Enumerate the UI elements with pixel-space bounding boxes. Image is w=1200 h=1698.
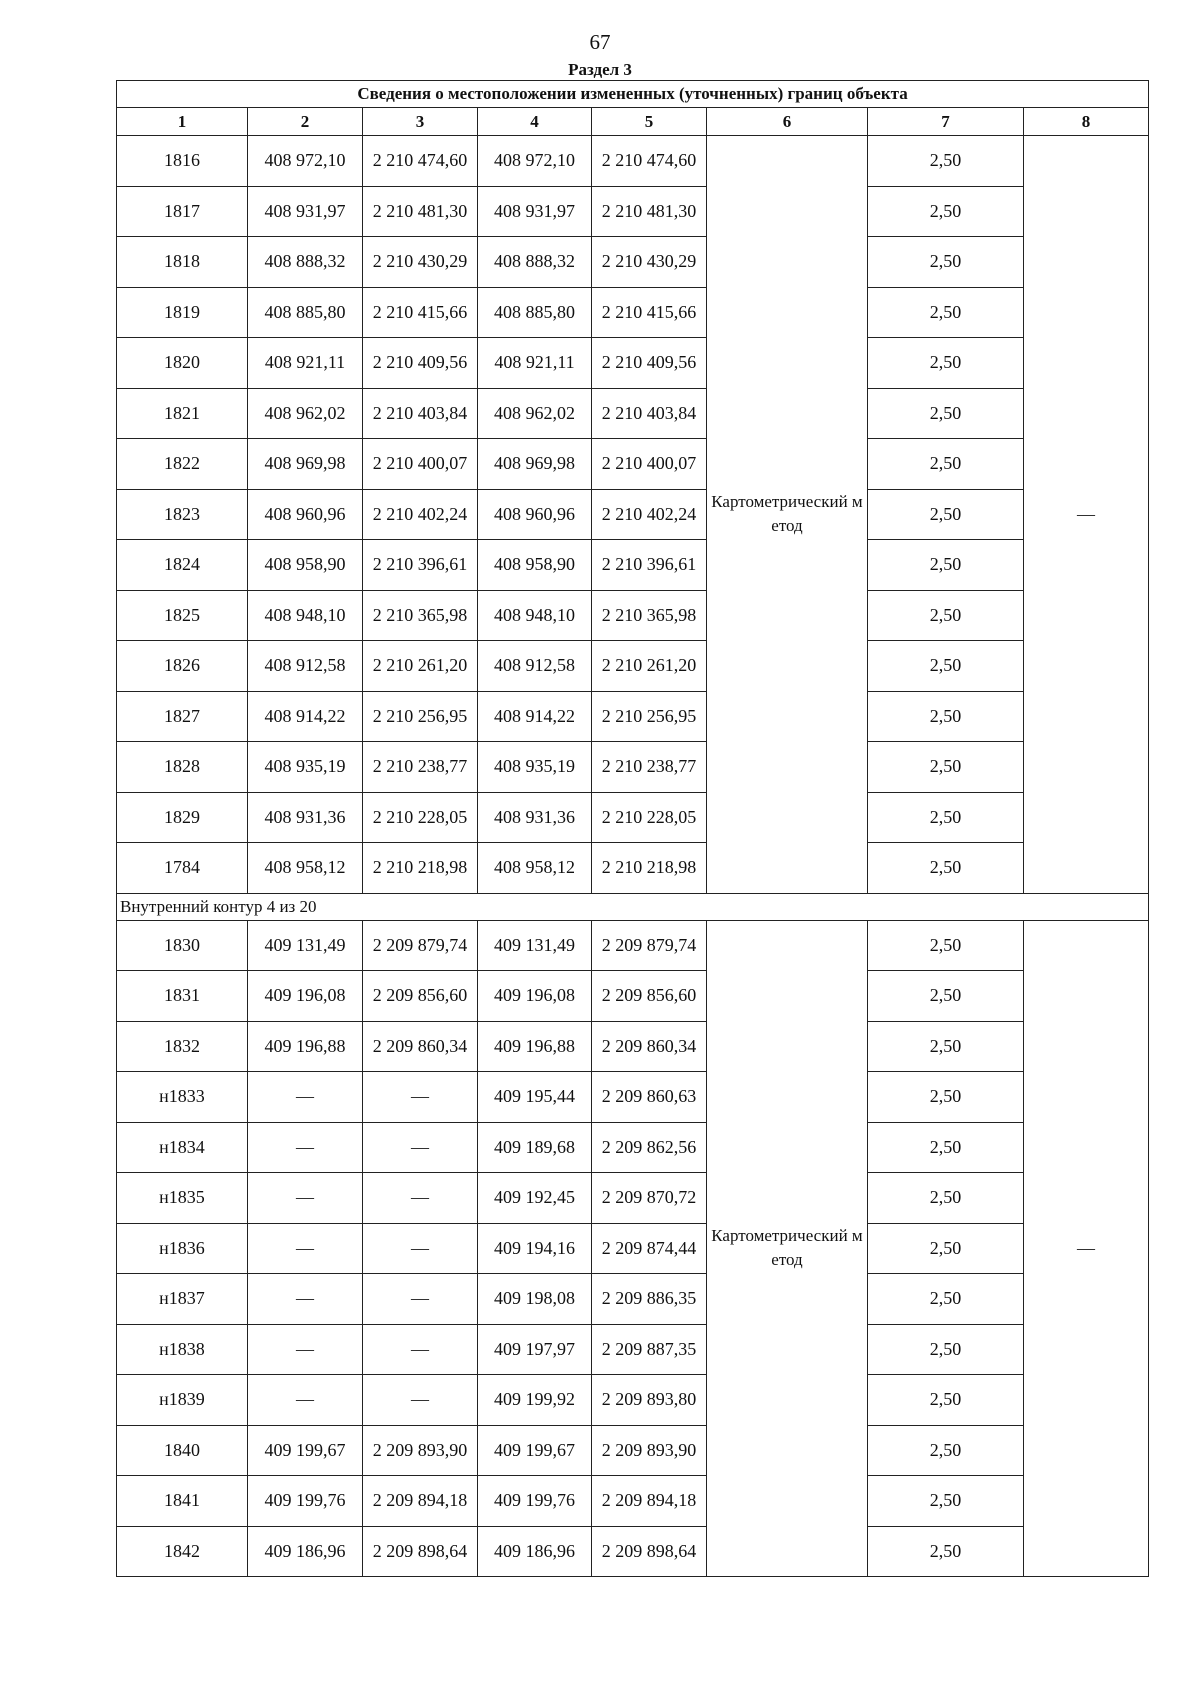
y-new: 2 210 415,66: [592, 287, 707, 338]
y-existing: 2 210 415,66: [363, 287, 478, 338]
table-row: [117, 920, 1149, 971]
y-existing: 2 210 402,24: [363, 489, 478, 540]
accuracy-value: 2,50: [868, 1476, 1024, 1527]
x-new: 408 921,11: [478, 338, 592, 389]
y-new: 2 209 893,90: [592, 1425, 707, 1476]
y-new: 2 210 474,60: [592, 136, 707, 187]
x-new: 408 969,98: [478, 439, 592, 490]
x-existing: 409 186,96: [248, 1526, 363, 1577]
x-new: 408 914,22: [478, 691, 592, 742]
point-id: 1840: [117, 1425, 248, 1476]
table-row: [117, 843, 1149, 894]
x-new: 408 948,10: [478, 590, 592, 641]
point-id: 1832: [117, 1021, 248, 1072]
x-new: 409 198,08: [478, 1274, 592, 1325]
table-row: [117, 489, 1149, 540]
x-existing: 408 912,58: [248, 641, 363, 692]
y-new: 2 209 879,74: [592, 920, 707, 971]
y-existing: 2 209 879,74: [363, 920, 478, 971]
accuracy-value: 2,50: [868, 489, 1024, 540]
accuracy-value: 2,50: [868, 338, 1024, 389]
accuracy-value: 2,50: [868, 388, 1024, 439]
point-id: н1839: [117, 1375, 248, 1426]
y-new: 2 209 886,35: [592, 1274, 707, 1325]
x-existing: 408 958,12: [248, 843, 363, 894]
accuracy-value: 2,50: [868, 792, 1024, 843]
accuracy-value: 2,50: [868, 287, 1024, 338]
accuracy-value: 2,50: [868, 590, 1024, 641]
point-id: 1825: [117, 590, 248, 641]
x-new: 408 931,97: [478, 186, 592, 237]
accuracy-value: 2,50: [868, 1173, 1024, 1224]
table-body: [117, 136, 1149, 1577]
point-id: 1828: [117, 742, 248, 793]
accuracy-value: 2,50: [868, 1122, 1024, 1173]
x-new: 409 199,76: [478, 1476, 592, 1527]
y-existing: —: [363, 1375, 478, 1426]
x-existing: 408 914,22: [248, 691, 363, 742]
y-existing: —: [363, 1274, 478, 1325]
point-id: н1833: [117, 1072, 248, 1123]
x-new: 409 194,16: [478, 1223, 592, 1274]
point-id: 1830: [117, 920, 248, 971]
table-row: [117, 1375, 1149, 1426]
contour-label: Внутренний контур 4 из 20: [117, 893, 1149, 920]
x-existing: 408 960,96: [248, 489, 363, 540]
accuracy-value: 2,50: [868, 540, 1024, 591]
y-existing: 2 210 228,05: [363, 792, 478, 843]
accuracy-value: 2,50: [868, 1274, 1024, 1325]
x-existing: 409 196,08: [248, 971, 363, 1022]
x-new: 408 935,19: [478, 742, 592, 793]
column-number: 2: [248, 108, 363, 136]
point-id: н1836: [117, 1223, 248, 1274]
point-id: 1822: [117, 439, 248, 490]
point-id: 1826: [117, 641, 248, 692]
accuracy-value: 2,50: [868, 136, 1024, 187]
y-new: 2 210 228,05: [592, 792, 707, 843]
y-existing: 2 209 860,34: [363, 1021, 478, 1072]
x-existing: 408 921,11: [248, 338, 363, 389]
point-id: 1827: [117, 691, 248, 742]
table-row: [117, 792, 1149, 843]
y-existing: —: [363, 1072, 478, 1123]
x-new: 409 197,97: [478, 1324, 592, 1375]
point-id: 1823: [117, 489, 248, 540]
accuracy-value: 2,50: [868, 1072, 1024, 1123]
y-new: 2 210 409,56: [592, 338, 707, 389]
y-new: 2 210 261,20: [592, 641, 707, 692]
column-8-cell: —: [1024, 136, 1149, 894]
x-new: 408 958,12: [478, 843, 592, 894]
y-new: 2 210 402,24: [592, 489, 707, 540]
y-existing: 2 209 894,18: [363, 1476, 478, 1527]
accuracy-value: 2,50: [868, 971, 1024, 1022]
table-row: [117, 1223, 1149, 1274]
page-number: 67: [589, 30, 611, 54]
table-row: [117, 388, 1149, 439]
table-caption: Сведения о местоположении измененных (уточненных) границ объекта: [117, 81, 1149, 108]
table-row: [117, 1173, 1149, 1224]
table-row: [117, 691, 1149, 742]
x-new: 409 195,44: [478, 1072, 592, 1123]
point-id: 1841: [117, 1476, 248, 1527]
accuracy-value: 2,50: [868, 742, 1024, 793]
point-id: н1834: [117, 1122, 248, 1173]
accuracy-value: 2,50: [868, 1375, 1024, 1426]
x-new: 408 972,10: [478, 136, 592, 187]
table-row: [117, 1526, 1149, 1577]
table-row: [117, 439, 1149, 490]
y-existing: 2 209 893,90: [363, 1425, 478, 1476]
x-existing: 408 935,19: [248, 742, 363, 793]
coordinates-table: [116, 80, 1149, 1577]
x-new: 408 885,80: [478, 287, 592, 338]
x-new: 409 186,96: [478, 1526, 592, 1577]
point-id: н1837: [117, 1274, 248, 1325]
y-existing: —: [363, 1223, 478, 1274]
y-new: 2 209 893,80: [592, 1375, 707, 1426]
y-existing: —: [363, 1173, 478, 1224]
x-new: 409 196,08: [478, 971, 592, 1022]
column-number-row: [117, 108, 1149, 136]
x-existing: —: [248, 1122, 363, 1173]
table-row: [117, 1324, 1149, 1375]
accuracy-value: 2,50: [868, 1223, 1024, 1274]
method-cell: Картометрический метод: [707, 136, 868, 894]
x-new: 408 931,36: [478, 792, 592, 843]
point-id: н1838: [117, 1324, 248, 1375]
point-id: 1817: [117, 186, 248, 237]
y-new: 2 209 894,18: [592, 1476, 707, 1527]
point-id: 1824: [117, 540, 248, 591]
x-existing: 408 888,32: [248, 237, 363, 288]
table-row: [117, 742, 1149, 793]
accuracy-value: 2,50: [868, 237, 1024, 288]
point-id: 1831: [117, 971, 248, 1022]
x-new: 409 199,67: [478, 1425, 592, 1476]
y-existing: 2 210 218,98: [363, 843, 478, 894]
y-existing: 2 210 396,61: [363, 540, 478, 591]
point-id: 1820: [117, 338, 248, 389]
column-number: 4: [478, 108, 592, 136]
x-new: 409 131,49: [478, 920, 592, 971]
y-existing: 2 210 403,84: [363, 388, 478, 439]
y-existing: —: [363, 1324, 478, 1375]
accuracy-value: 2,50: [868, 1526, 1024, 1577]
x-existing: 408 962,02: [248, 388, 363, 439]
x-new: 409 189,68: [478, 1122, 592, 1173]
y-new: 2 209 870,72: [592, 1173, 707, 1224]
x-existing: 408 969,98: [248, 439, 363, 490]
y-new: 2 210 430,29: [592, 237, 707, 288]
y-existing: 2 210 430,29: [363, 237, 478, 288]
accuracy-value: 2,50: [868, 186, 1024, 237]
column-number: 3: [363, 108, 478, 136]
table-row: [117, 136, 1149, 187]
y-existing: 2 210 256,95: [363, 691, 478, 742]
point-id: 1821: [117, 388, 248, 439]
point-id: 1842: [117, 1526, 248, 1577]
x-existing: 408 931,36: [248, 792, 363, 843]
method-cell: Картометрический метод: [707, 920, 868, 1577]
point-id: 1816: [117, 136, 248, 187]
x-existing: 408 885,80: [248, 287, 363, 338]
x-existing: 408 958,90: [248, 540, 363, 591]
table-row: [117, 590, 1149, 641]
point-id: н1835: [117, 1173, 248, 1224]
y-existing: 2 209 898,64: [363, 1526, 478, 1577]
column-number: 6: [707, 108, 868, 136]
table-row: [117, 1476, 1149, 1527]
point-id: 1829: [117, 792, 248, 843]
y-new: 2 209 887,35: [592, 1324, 707, 1375]
accuracy-value: 2,50: [868, 1324, 1024, 1375]
x-new: 408 888,32: [478, 237, 592, 288]
accuracy-value: 2,50: [868, 843, 1024, 894]
point-id: 1784: [117, 843, 248, 894]
x-new: 408 960,96: [478, 489, 592, 540]
y-existing: 2 210 365,98: [363, 590, 478, 641]
y-new: 2 210 365,98: [592, 590, 707, 641]
table-row: [117, 1274, 1149, 1325]
y-new: 2 209 862,56: [592, 1122, 707, 1173]
y-new: 2 210 481,30: [592, 186, 707, 237]
x-existing: 408 948,10: [248, 590, 363, 641]
x-existing: 409 199,76: [248, 1476, 363, 1527]
y-new: 2 209 856,60: [592, 971, 707, 1022]
table-row: [117, 1425, 1149, 1476]
table-row: [117, 1072, 1149, 1123]
y-new: 2 210 256,95: [592, 691, 707, 742]
y-existing: —: [363, 1122, 478, 1173]
x-new: 409 192,45: [478, 1173, 592, 1224]
x-new: 408 958,90: [478, 540, 592, 591]
column-number: 1: [117, 108, 248, 136]
x-existing: —: [248, 1173, 363, 1224]
column-number: 5: [592, 108, 707, 136]
table-row: [117, 540, 1149, 591]
y-new: 2 210 403,84: [592, 388, 707, 439]
x-new: 408 962,02: [478, 388, 592, 439]
x-existing: —: [248, 1223, 363, 1274]
y-new: 2 209 860,34: [592, 1021, 707, 1072]
x-existing: 409 131,49: [248, 920, 363, 971]
y-existing: 2 210 400,07: [363, 439, 478, 490]
x-new: 409 196,88: [478, 1021, 592, 1072]
column-number: 8: [1024, 108, 1149, 136]
x-existing: —: [248, 1375, 363, 1426]
table-row: [117, 1122, 1149, 1173]
y-new: 2 210 396,61: [592, 540, 707, 591]
x-existing: 409 199,67: [248, 1425, 363, 1476]
x-existing: 409 196,88: [248, 1021, 363, 1072]
table-row: [117, 971, 1149, 1022]
table-caption-row: [117, 81, 1149, 108]
y-existing: 2 210 474,60: [363, 136, 478, 187]
x-existing: 408 931,97: [248, 186, 363, 237]
section-title: Раздел 3: [568, 60, 632, 79]
table-row: [117, 186, 1149, 237]
accuracy-value: 2,50: [868, 641, 1024, 692]
table-row: [117, 237, 1149, 288]
table-row: [117, 641, 1149, 692]
x-existing: —: [248, 1324, 363, 1375]
x-new: 409 199,92: [478, 1375, 592, 1426]
y-new: 2 210 218,98: [592, 843, 707, 894]
accuracy-value: 2,50: [868, 691, 1024, 742]
y-new: 2 209 860,63: [592, 1072, 707, 1123]
accuracy-value: 2,50: [868, 920, 1024, 971]
y-existing: 2 209 856,60: [363, 971, 478, 1022]
accuracy-value: 2,50: [868, 439, 1024, 490]
y-existing: 2 210 409,56: [363, 338, 478, 389]
y-existing: 2 210 261,20: [363, 641, 478, 692]
table-row: [117, 1021, 1149, 1072]
x-existing: —: [248, 1072, 363, 1123]
accuracy-value: 2,50: [868, 1021, 1024, 1072]
table-row: [117, 287, 1149, 338]
point-id: 1819: [117, 287, 248, 338]
point-id: 1818: [117, 237, 248, 288]
x-new: 408 912,58: [478, 641, 592, 692]
x-existing: 408 972,10: [248, 136, 363, 187]
y-new: 2 209 874,44: [592, 1223, 707, 1274]
y-existing: 2 210 481,30: [363, 186, 478, 237]
y-new: 2 209 898,64: [592, 1526, 707, 1577]
contour-label-row: [117, 893, 1149, 920]
column-8-cell: —: [1024, 920, 1149, 1577]
y-new: 2 210 238,77: [592, 742, 707, 793]
y-existing: 2 210 238,77: [363, 742, 478, 793]
y-new: 2 210 400,07: [592, 439, 707, 490]
table-row: [117, 338, 1149, 389]
column-number: 7: [868, 108, 1024, 136]
x-existing: —: [248, 1274, 363, 1325]
accuracy-value: 2,50: [868, 1425, 1024, 1476]
